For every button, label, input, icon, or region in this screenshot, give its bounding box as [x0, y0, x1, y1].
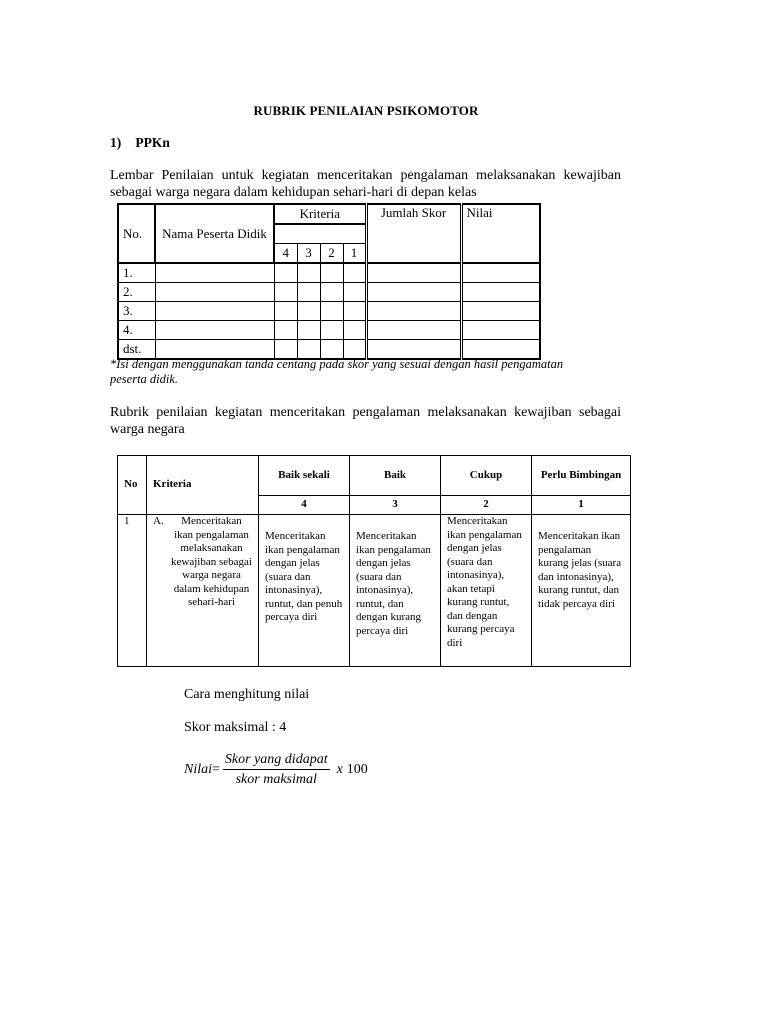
check-cell[interactable] — [274, 283, 297, 302]
check-cell[interactable] — [274, 302, 297, 321]
desc-good: Menceritakan ikan pengalaman dengan jelas (suara dan intonasinya), runtut, dan dengan kurang percaya diri — [350, 515, 441, 667]
instruction-note: *Isi dengan menggunakan tanda centang pada skor yang sesuai dengan hasil pengamatan peserta didik. — [110, 357, 564, 386]
total-cell[interactable] — [366, 321, 461, 340]
check-cell[interactable] — [320, 302, 343, 321]
table-row — [118, 302, 540, 321]
page-title: RUBRIK PENILAIAN PSIKOMOTOR — [253, 103, 479, 118]
table-row — [118, 321, 540, 340]
name-cell[interactable] — [155, 263, 274, 283]
criterion-text: Menceritakan ikan pengalaman melaksanakan kewajiban sebagai warga negara dalam kehidupan sehari-hari — [171, 515, 252, 608]
formula-factor: 100 — [346, 762, 368, 777]
total-cell[interactable] — [366, 302, 461, 321]
rubric-table — [117, 455, 631, 667]
formula-denominator: skor maksimal — [235, 772, 317, 787]
rubric-intro: Rubrik penilaian kegiatan menceritakan pengalaman melaksanakan kewajiban sebagai warga negara — [110, 405, 621, 437]
header-criteria: Kriteria — [147, 456, 259, 515]
row-number: 1 — [118, 515, 147, 667]
section-number: 1) — [110, 135, 122, 150]
criterion-letter: A. — [153, 515, 164, 527]
header-needs-guidance: Perlu Bimbingan — [532, 456, 631, 496]
score-level-3: 3 — [297, 244, 320, 264]
score-level-4: 4 — [274, 244, 297, 264]
score-2: 2 — [441, 496, 532, 515]
score-3: 3 — [350, 496, 441, 515]
assessment-sheet-table — [117, 203, 541, 360]
table-row — [118, 515, 631, 667]
formula-equals: = — [212, 762, 220, 777]
intro-paragraph: Lembar Penilaian untuk kegiatan menceritakan pengalaman melaksanakan kewajiban sebagai warga negara dalam kehidupan sehari-hari di depan kelas — [110, 168, 621, 200]
row-number: 2. — [118, 283, 155, 302]
check-cell[interactable] — [320, 321, 343, 340]
header-grade: Nilai — [461, 204, 540, 263]
check-cell[interactable] — [320, 283, 343, 302]
check-cell[interactable] — [343, 321, 366, 340]
check-cell[interactable] — [343, 302, 366, 321]
check-cell[interactable] — [343, 263, 366, 283]
score-1: 1 — [532, 496, 631, 515]
name-cell[interactable] — [155, 321, 274, 340]
grade-formula — [184, 752, 368, 788]
header-good: Baik — [350, 456, 441, 496]
desc-excellent: Menceritakan ikan pengalaman dengan jelas (suara dan intonasinya), runtut, dan penuh percaya diri — [259, 515, 350, 667]
grade-cell[interactable] — [461, 283, 540, 302]
check-cell[interactable] — [343, 283, 366, 302]
criteria-spacer — [274, 224, 366, 244]
formula-numerator: Skor yang didapat — [223, 752, 330, 770]
header-enough: Cukup — [441, 456, 532, 496]
desc-enough: Menceritakan ikan pengalaman dengan jelas (suara dan intonasinya), akan tetapi kurang runtut, dan dengan kurang percaya diri — [441, 515, 532, 667]
header-no: No — [118, 456, 147, 515]
check-cell[interactable] — [274, 263, 297, 283]
desc-needs-guidance: Menceritakan ikan pengalaman kurang jelas (suara dan intonasinya), kurang runtut, dan tidak percaya diri — [532, 515, 631, 667]
table-row — [118, 263, 540, 283]
criterion-cell — [147, 515, 259, 667]
formula-times: x — [336, 762, 343, 777]
check-cell[interactable] — [297, 283, 320, 302]
name-cell[interactable] — [155, 283, 274, 302]
check-cell[interactable] — [274, 321, 297, 340]
check-cell[interactable] — [297, 302, 320, 321]
header-excellent: Baik sekali — [259, 456, 350, 496]
score-level-1: 1 — [343, 244, 366, 264]
row-number: 1. — [118, 263, 155, 283]
total-cell[interactable] — [366, 283, 461, 302]
formula-fraction — [223, 752, 330, 788]
section-heading — [110, 135, 170, 151]
row-number: 3. — [118, 302, 155, 321]
score-4: 4 — [259, 496, 350, 515]
section-name: PPKn — [135, 135, 170, 150]
row-number: dst. — [118, 340, 155, 360]
name-cell[interactable] — [155, 302, 274, 321]
max-score: Skor maksimal : 4 — [184, 720, 287, 735]
row-number: 4. — [118, 321, 155, 340]
grade-cell[interactable] — [461, 321, 540, 340]
grade-cell[interactable] — [461, 302, 540, 321]
table-row — [118, 283, 540, 302]
score-level-2: 2 — [320, 244, 343, 264]
check-cell[interactable] — [297, 263, 320, 283]
header-student-name: Nama Peserta Didik — [155, 204, 274, 263]
check-cell[interactable] — [320, 263, 343, 283]
header-total-score: Jumlah Skor — [366, 204, 461, 263]
header-criteria: Kriteria — [274, 204, 366, 224]
grade-cell[interactable] — [461, 263, 540, 283]
header-no: No. — [118, 204, 155, 263]
check-cell[interactable] — [297, 321, 320, 340]
total-cell[interactable] — [366, 263, 461, 283]
formula-lhs: Nilai — [184, 762, 213, 777]
calc-heading: Cara menghitung nilai — [184, 687, 310, 702]
